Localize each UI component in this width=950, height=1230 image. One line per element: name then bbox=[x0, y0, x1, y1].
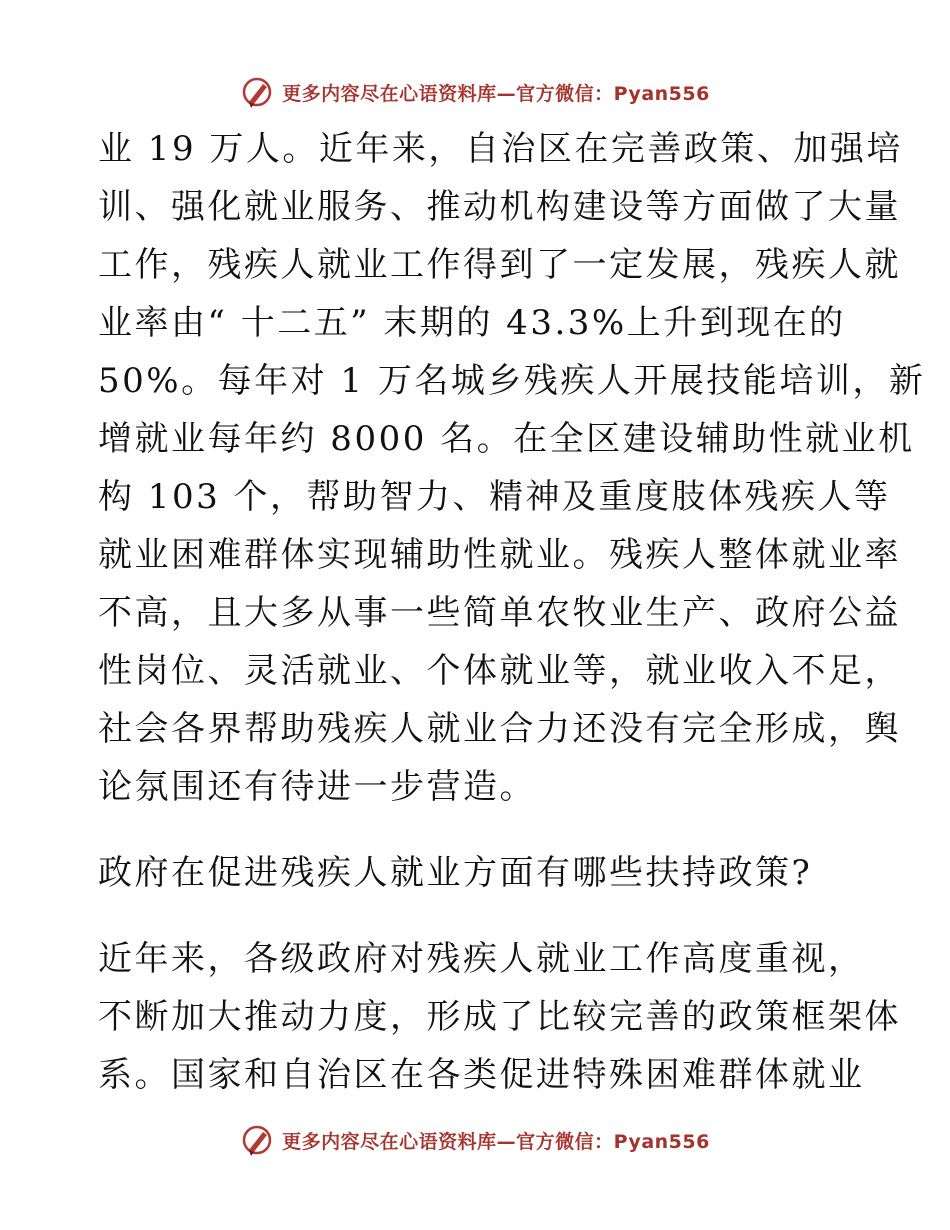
header-watermark bbox=[0, 72, 950, 112]
text-line: 社会各界帮助残疾人就业合力还没有完全形成，舆 bbox=[98, 709, 901, 749]
text-line: 不断加大推动力度，形成了比较完善的政策框架体 bbox=[98, 997, 901, 1037]
text-line: 业率由“ 十二五” 末期的 43.3%上升到现在的 bbox=[98, 303, 846, 343]
document-body bbox=[98, 120, 926, 1104]
text-line: 性岗位、灵活就业、个体就业等，就业收入不足， bbox=[98, 651, 901, 691]
text-line: 系。国家和自治区在各类促进特殊困难群体就业 bbox=[98, 1055, 865, 1095]
text-line: 就业困难群体实现辅助性就业。残疾人整体就业率 bbox=[98, 535, 901, 575]
text-line: 不高，且大多从事一些简单农牧业生产、政府公益 bbox=[98, 593, 901, 633]
text-line: 工作，残疾人就业工作得到了一定发展，残疾人就 bbox=[98, 245, 901, 285]
pen-circle-logo-icon bbox=[240, 1123, 274, 1157]
watermark-text: 更多内容尽在心语资料库—官方微信：Pyan556 bbox=[282, 1130, 710, 1153]
text-line: 业 19 万人。近年来，自治区在完善政策、加强培 bbox=[98, 129, 903, 169]
paragraph-policy-answer bbox=[98, 930, 901, 1104]
text-line: 训、强化就业服务、推动机构建设等方面做了大量 bbox=[98, 187, 901, 227]
footer-watermark bbox=[0, 1120, 950, 1160]
watermark-text: 更多内容尽在心语资料库—官方微信：Pyan556 bbox=[282, 82, 710, 105]
text-line: 构 103 个，帮助智力、精神及重度肢体残疾人等 bbox=[98, 477, 891, 517]
question-heading bbox=[98, 844, 858, 902]
text-line: 增就业每年约 8000 名。在全区建设辅助性就业机 bbox=[98, 419, 915, 459]
pen-circle-logo-icon bbox=[240, 75, 274, 109]
text-line: 政府在促进残疾人就业方面有哪些扶持政策? bbox=[98, 853, 813, 893]
paragraph-employment-status bbox=[98, 120, 926, 816]
text-line: 50%。每年对 1 万名城乡残疾人开展技能培训，新 bbox=[98, 361, 926, 401]
text-line: 论氛围还有待进一步营造。 bbox=[98, 767, 536, 807]
text-line: 近年来，各级政府对残疾人就业工作高度重视， bbox=[98, 939, 865, 979]
